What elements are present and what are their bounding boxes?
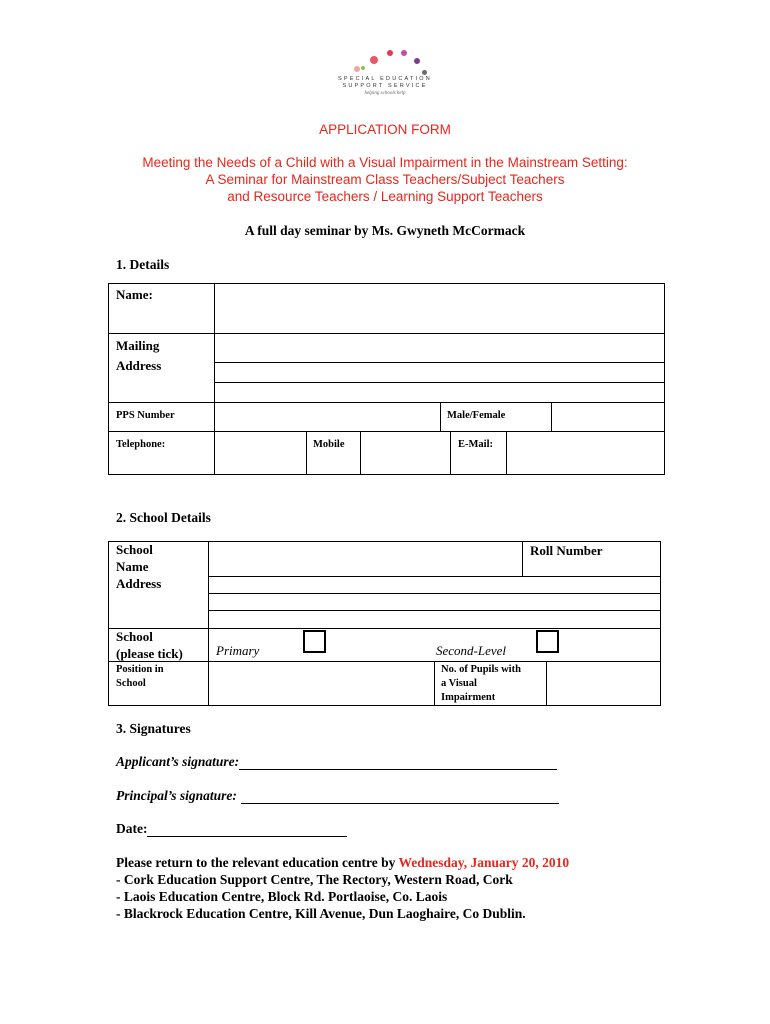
applicant-signature-label: Applicant’s signature: <box>116 754 240 769</box>
name-label: Name: <box>116 287 153 302</box>
logo-dot-6 <box>422 70 427 75</box>
address-field-2[interactable] <box>215 363 664 382</box>
form-title: APPLICATION FORM <box>319 122 451 137</box>
return-info <box>116 854 676 922</box>
school-border-right <box>660 541 661 706</box>
address-label: Address <box>116 358 162 373</box>
logo <box>330 46 440 104</box>
school-label: School <box>116 542 153 557</box>
school-border-left <box>108 541 109 706</box>
primary-checkbox[interactable] <box>303 630 326 653</box>
date-row <box>116 821 347 837</box>
table-border-bottom <box>108 474 665 475</box>
subtitle-line-1: Meeting the Needs of a Child with a Visual Impairment in the Mainstream Setting: <box>142 155 628 170</box>
school-row-4 <box>108 628 661 629</box>
logo-dot-2 <box>370 56 378 64</box>
pps-field[interactable] <box>215 403 440 431</box>
pupils-left-divider <box>434 661 435 706</box>
logo-dot-3 <box>387 50 393 56</box>
telephone-label: Telephone: <box>116 439 166 450</box>
address-field-1[interactable] <box>215 334 664 362</box>
gender-label: Male/Female <box>447 410 506 421</box>
logo-dot-7 <box>361 66 365 70</box>
roll-divider <box>522 541 523 576</box>
pupils-label-1: No. of Pupils with <box>441 664 521 675</box>
principal-signature-line[interactable] <box>241 789 559 804</box>
second-level-label: Second-Level <box>436 643 507 658</box>
pps-label: PPS Number <box>116 410 175 421</box>
position-label-1: Position in <box>116 664 164 675</box>
school-type-label: School <box>116 629 153 644</box>
email-label: E-Mail: <box>458 439 493 450</box>
date-label: Date: <box>116 821 148 836</box>
school-border-bottom <box>108 705 661 706</box>
return-centre-1: - Cork Education Support Centre, The Rectory, Western Road, Cork <box>116 872 513 887</box>
roll-number-label: Roll Number <box>530 543 603 558</box>
mobile-left-divider <box>306 431 307 475</box>
section-1-heading: 1. Details <box>116 257 170 272</box>
mailing-label: Mailing <box>116 338 160 353</box>
gender-left-divider <box>440 402 441 431</box>
please-tick-label: (please tick) <box>116 646 183 661</box>
pupils-label-3: Impairment <box>441 692 496 703</box>
section-3-heading: 3. Signatures <box>116 721 191 736</box>
logo-dot-4 <box>401 50 407 56</box>
school-address-field-1[interactable] <box>209 577 660 593</box>
school-address-label: Address <box>116 576 162 591</box>
school-table <box>108 541 661 706</box>
details-table <box>108 283 665 475</box>
mobile-label: Mobile <box>313 439 345 450</box>
principal-signature-label: Principal’s signature: <box>116 788 237 803</box>
second-level-checkbox[interactable] <box>536 630 559 653</box>
logo-dot-5 <box>414 58 420 64</box>
address-field-3[interactable] <box>215 383 664 402</box>
applicant-signature-line[interactable] <box>239 755 557 770</box>
return-deadline: Wednesday, January 20, 2010 <box>398 855 570 870</box>
seminar-by: A full day seminar by Ms. Gwyneth McCormack <box>244 223 526 238</box>
applicant-signature-row <box>116 754 557 770</box>
pupils-label-2: a Visual <box>441 678 477 689</box>
position-field[interactable] <box>209 662 434 705</box>
return-intro: Please return to the relevant education centre by <box>116 855 396 870</box>
mobile-field[interactable] <box>361 432 450 474</box>
position-label-2: School <box>116 678 146 689</box>
school-name-field[interactable] <box>209 542 522 576</box>
telephone-field[interactable] <box>215 432 306 474</box>
primary-label: Primary <box>216 643 260 658</box>
school-name-label: Name <box>116 559 149 574</box>
section-2-heading: 2. School Details <box>116 510 211 525</box>
logo-tagline: helping schools help <box>364 91 406 96</box>
return-centre-3: - Blackrock Education Centre, Kill Avenue, Dun Laoghaire, Co Dublin. <box>116 906 526 921</box>
logo-dot-1 <box>354 66 360 72</box>
table-border-left <box>108 283 109 475</box>
logo-text-line-1: SPECIAL EDUCATION <box>338 76 432 82</box>
name-field[interactable] <box>215 284 664 333</box>
subtitle-line-3: and Resource Teachers / Learning Support Teachers <box>227 189 543 204</box>
pupils-field[interactable] <box>547 662 660 705</box>
gender-field[interactable] <box>552 403 664 431</box>
email-field[interactable] <box>507 432 664 474</box>
principal-signature-row <box>116 788 559 804</box>
school-address-field-3[interactable] <box>209 611 660 628</box>
date-line[interactable] <box>147 822 347 837</box>
return-centre-2: - Laois Education Centre, Block Rd. Portlaoise, Co. Laois <box>116 889 448 904</box>
school-address-field-2[interactable] <box>209 594 660 610</box>
return-intro-line <box>116 854 676 871</box>
table-border-right <box>664 283 665 475</box>
logo-text-line-2: SUPPORT SERVICE <box>342 83 428 89</box>
subtitle-line-2: A Seminar for Mainstream Class Teachers/Subject Teachers <box>205 172 565 187</box>
email-left-divider <box>450 431 451 475</box>
